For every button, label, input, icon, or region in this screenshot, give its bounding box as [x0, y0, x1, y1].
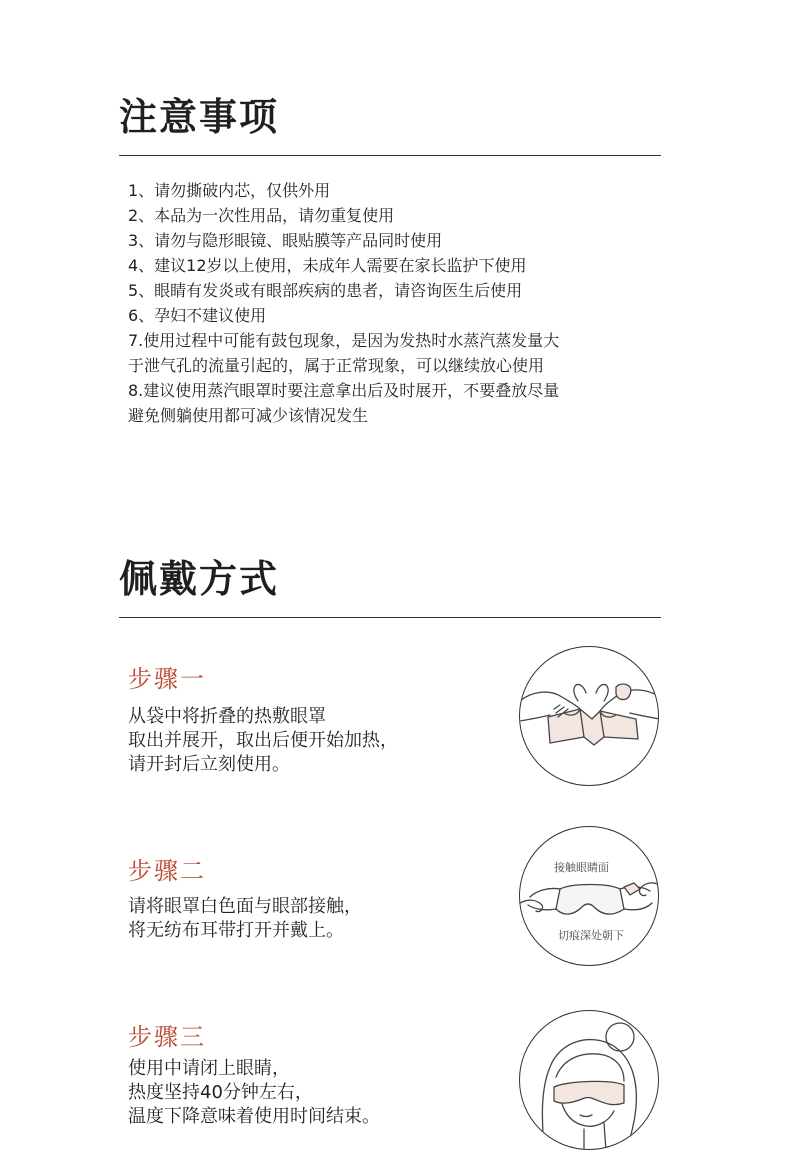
step-line: 取出并展开，取出后便开始加热， [128, 730, 398, 751]
unfold-mask-illustration [519, 646, 659, 786]
wear-title: 佩戴方式 [119, 557, 280, 601]
notice-list [128, 178, 568, 428]
notice-title: 注意事项 [119, 95, 280, 139]
step-2-text [128, 895, 362, 943]
step-line: 使用中请闭上眼睛， [128, 1058, 290, 1079]
step-line: 请将眼罩白色面与眼部接触， [128, 896, 362, 917]
step-3-title: 步骤三 [128, 1023, 206, 1051]
wear-divider [119, 617, 661, 618]
notice-item: 6、孕妇不建议使用 [128, 306, 267, 325]
notice-item: 3、请勿与隐形眼镜、眼贴膜等产品同时使用 [128, 231, 443, 250]
woman-wearing-mask-icon [520, 1011, 659, 1150]
step-line: 请开封后立刻使用。 [128, 754, 290, 775]
step-2-caption-bottom: 切痕深处朝下 [558, 929, 624, 942]
notice-item: 5、眼睛有发炎或有眼部疾病的患者，请咨询医生后使用 [128, 281, 523, 300]
notice-divider [119, 155, 661, 156]
step-3-text [128, 1057, 380, 1129]
notice-section [119, 95, 661, 139]
step-2-caption-top: 接触眼睛面 [554, 861, 609, 874]
step-1-title: 步骤一 [128, 665, 206, 693]
wear-mask-illustration [519, 826, 659, 966]
step-2-title: 步骤二 [128, 857, 206, 885]
mask-face-icon [520, 827, 659, 966]
step-1-text [128, 705, 398, 777]
notice-item: 4、建议12岁以上使用，未成年人需要在家长监护下使用 [128, 256, 527, 275]
step-line: 将无纺布耳带打开并戴上。 [128, 920, 344, 941]
step-line: 温度下降意味着使用时间结束。 [128, 1106, 380, 1127]
step-line: 从袋中将折叠的热敷眼罩 [128, 706, 326, 727]
wearing-mask-illustration [519, 1010, 659, 1150]
notice-item: 8.建议使用蒸汽眼罩时要注意拿出后及时展开，不要叠放尽量避免侧躺使用都可减少该情况发生 [128, 381, 560, 425]
step-line: 热度坚持40分钟左右， [128, 1082, 313, 1103]
notice-item: 2、本品为一次性用品，请勿重复使用 [128, 206, 395, 225]
notice-item: 7.使用过程中可能有鼓包现象，是因为发热时水蒸汽蒸发量大于泄气孔的流量引起的，属于正常现象，可以继续放心使用 [128, 331, 560, 375]
notice-item: 1、请勿撕破内芯，仅供外用 [128, 181, 331, 200]
wear-section [119, 557, 661, 601]
hands-unfold-icon [520, 647, 659, 786]
